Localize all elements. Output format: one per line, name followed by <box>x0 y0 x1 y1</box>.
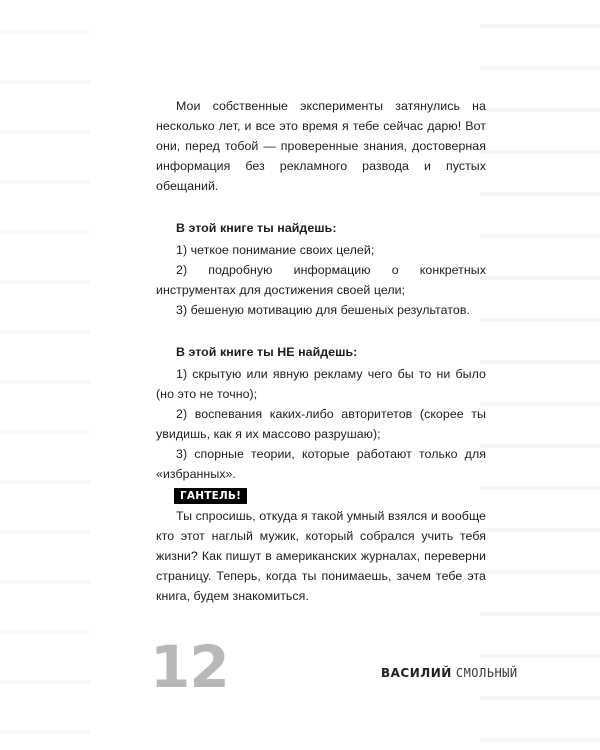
will-not-find-item-1: 1) скрытую или явную рекламу чего бы то ни было (но это не точно); <box>156 367 486 401</box>
background-watermark-right <box>480 0 600 750</box>
will-not-find-section <box>156 342 486 484</box>
will-find-item-3: 3) бешеную мотивацию для бешеных результатов. <box>176 303 470 317</box>
dumbbell-badge: ГАНТЕЛЬ! <box>174 488 247 504</box>
page-number: 12 <box>150 633 229 701</box>
author-first-name: ВАСИЛИЙ <box>381 666 452 680</box>
will-not-find-item-3: 3) спорные теории, которые работают только для «избранных». <box>156 447 486 481</box>
will-find-list <box>156 240 486 320</box>
author-last-name: СМОЛЬНЫЙ <box>455 666 518 680</box>
intro-paragraph: Мои собственные эксперименты затянулись на несколько лет, и все это время я тебе сейчас дарю! Вот они, перед тобой — проверенные знания, достоверная информация без рекламного развода и пустых обещаний. <box>156 99 486 193</box>
will-not-find-item-2: 2) воспевания каких-либо авторитетов (скорее ты увидишь, как я их массово разрушаю); <box>156 407 486 441</box>
will-find-item-2: 2) подробную информацию о конкретных инструментах для достижения своей цели; <box>156 263 486 297</box>
page-content <box>156 96 486 628</box>
will-find-item-1: 1) четкое понимание своих целей; <box>176 243 375 257</box>
will-find-title: В этой книге ты найдешь: <box>176 221 337 235</box>
will-find-section <box>156 218 486 320</box>
background-watermark-left <box>0 0 90 750</box>
closing-paragraph: Ты спросишь, откуда я такой умный взялся и вообще кто этот наглый мужик, который собрался учить тебя жизни? Как пишут в американских журналах, переверни страницу. Теперь, когда ты понимаешь, зачем тебе эта книга, будем знакомиться. <box>156 509 486 603</box>
will-not-find-title: В этой книге ты НЕ найдешь: <box>176 345 358 359</box>
will-not-find-list <box>156 364 486 484</box>
footer-author <box>381 666 518 680</box>
